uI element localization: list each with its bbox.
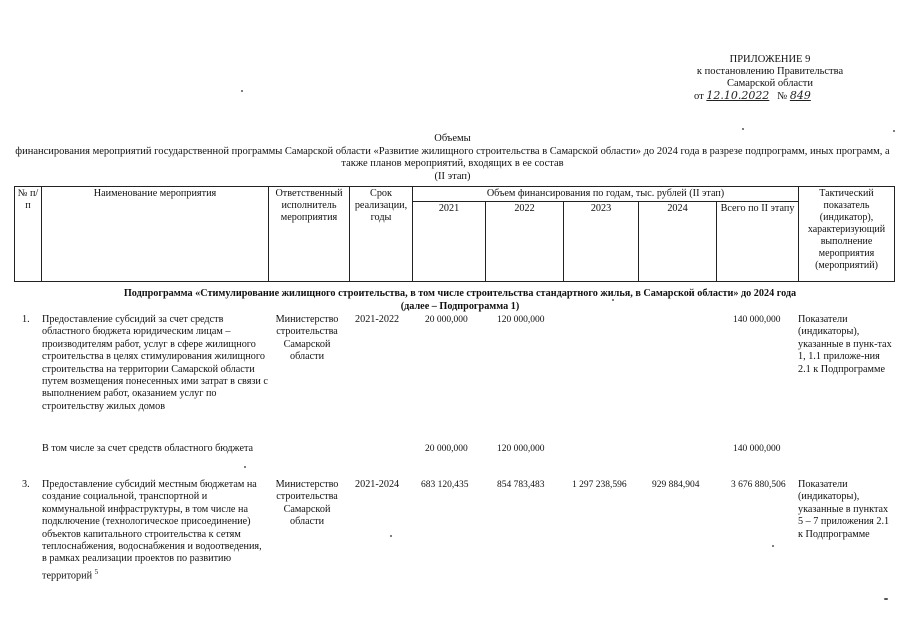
scan-speck	[772, 545, 774, 547]
header-year-2022: 2022	[486, 202, 564, 282]
subprogram-line-2: (далее – Подпрограмма 1)	[400, 300, 520, 312]
header-num: № п/п	[15, 187, 42, 282]
scan-speck	[241, 90, 243, 92]
row-term: 2021-2024	[355, 479, 400, 490]
header-total: Всего по II этапу	[717, 202, 799, 282]
document-title	[10, 133, 895, 183]
header-table	[14, 186, 895, 282]
header-term: Срок реализации, годы	[350, 187, 413, 282]
appendix-title: ПРИЛОЖЕНИЕ 9	[729, 54, 811, 65]
row-value-2021: 20 000,000	[425, 444, 468, 454]
header-executor: Ответственный исполнитель мероприятия	[269, 187, 350, 282]
appendix-line-2: к постановлению Правительства	[696, 66, 844, 77]
row-num: 1.	[22, 314, 30, 325]
scan-speck	[244, 466, 246, 468]
row-value-2021: 20 000,000	[425, 315, 468, 325]
number-value: 849	[789, 89, 811, 102]
row-value-total: 3 676 880,506	[731, 480, 786, 490]
row-value-total: 140 000,000	[733, 315, 781, 325]
row-value-2024: 929 884,904	[652, 480, 700, 490]
row-term: 2021-2022	[355, 314, 400, 325]
title-line-1: Объемы	[434, 133, 471, 144]
appendix-date-line	[690, 90, 850, 103]
row-value-2023: 1 297 238,596	[572, 480, 627, 490]
scan-speck	[612, 299, 614, 301]
scan-speck	[893, 130, 895, 132]
date-value: 12.10.2022	[706, 89, 770, 102]
row-name: В том числе за счет средств областного бюджета	[42, 443, 254, 454]
subprogram-line-1: Подпрограмма «Стимулирование жилищного строительства, в том числе строительства стандартного жилья, в Самарской области» до 2024 года	[123, 288, 797, 299]
row-value-total: 140 000,000	[733, 444, 781, 454]
row-name: Предоставление субсидий за счет средств областного бюджета юридическим лицам – производителям работ, услуг в сфере жилищного строительства в целях стимулирования жилищного строительства на территории Самарской области путем возмещения понесенных ими затрат в связи с выполнением работ, оказанием услуг по строительству жилых домов	[42, 314, 268, 412]
row-name-text: Предоставление субсидий местным бюджетам на создание социальной, транспортной и коммунальной инфраструктуры, в том числе на подключение (технологическое присоединение) объектов капитального строительства к сетям теплоснабжения, водоснабжения и водоотведения, в рамках реализации проектов по развитию территорий	[42, 479, 262, 582]
title-line-4: (II этап)	[434, 170, 471, 182]
row-value-2022: 120 000,000	[497, 315, 545, 325]
header-name: Наименование мероприятия	[42, 187, 269, 282]
row-name	[42, 479, 268, 583]
scan-speck	[390, 535, 392, 537]
header-year-2024: 2024	[639, 202, 717, 282]
header-year-2021: 2021	[413, 202, 486, 282]
header-funding: Объем финансирования по годам, тыс. рублей (II этап)	[413, 187, 799, 202]
row-indicator: Показатели (индикаторы), указанные в пунктах 5 – 7 приложения 2.1 к Подпрограмме	[798, 479, 890, 540]
row-num: 3.	[22, 479, 30, 490]
title-line-3: также планов мероприятий, входящих в ее состав	[341, 158, 564, 169]
header-indicator: Тактический показатель (индикатор), характеризующий выполнение мероприятия (мероприятий)	[799, 187, 895, 282]
row-executor: Министерство строительства Самарской области	[275, 314, 339, 363]
appendix-block	[690, 54, 850, 103]
footnote-mark: 5	[94, 567, 99, 576]
row-executor: Министерство строительства Самарской области	[275, 479, 339, 528]
subprogram-heading	[100, 288, 820, 313]
row-indicator: Показатели (индикаторы), указанные в пунк-тах 1, 1.1 приложе-ния 2.1 к Подпрограмме	[798, 314, 892, 375]
scan-speck	[742, 128, 744, 130]
row-value-2022: 120 000,000	[497, 444, 545, 454]
date-prefix: от	[694, 91, 704, 102]
appendix-line-3: Самарской области	[727, 78, 813, 89]
row-value-2021: 683 120,435	[421, 480, 469, 490]
header-year-2023: 2023	[564, 202, 639, 282]
scan-speck	[884, 598, 888, 600]
row-value-2022: 854 783,483	[497, 480, 545, 490]
title-line-2: финансирования мероприятий государственной программы Самарской области «Развитие жилищного строительства в Самарской области» до 2024 года в разрезе подпрограмм, иных программ, а	[15, 145, 890, 157]
number-prefix: №	[777, 91, 788, 102]
